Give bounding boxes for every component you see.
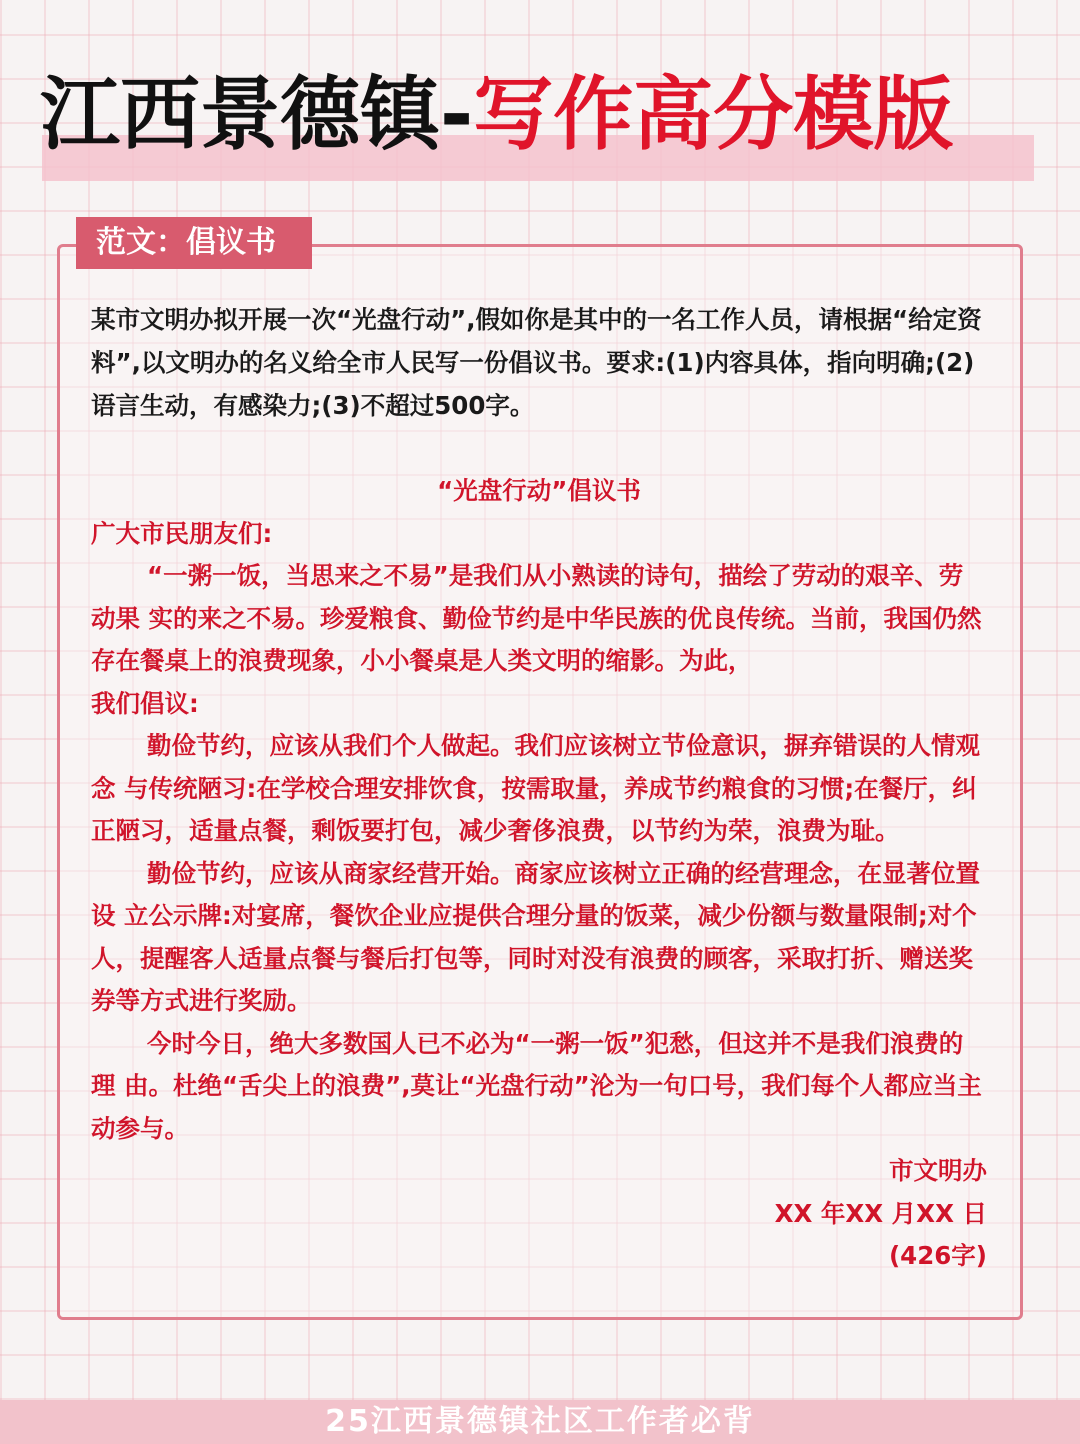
essay-paragraph: 勤俭节约，应该从商家经营开始。商家应该树立正确的经营理念，在显著位置设 立公示牌:对宴席，餐饮企业应提供合理分量的饭菜，减少份额与数量限制;对个人，提醒客人适量点餐与餐后打包等，同时对没有浪费的顾客，采取打折、赠送奖券等方式进行奖励。 xyxy=(91,858,980,1015)
essay-paragraph: 勤俭节约，应该从我们个人做起。我们应该树立节俭意识，摒弃错误的人情观念 与传统陋习:在学校合理安排饮食，按需取量，养成节约粮食的习惯;在餐厅，纠正陋习，适量点餐，剩饭要打包，减少奢侈浪费，以节约为荣，浪费为耻。 xyxy=(91,731,980,845)
page-title-black: 江西景德镇- xyxy=(40,68,474,161)
essay-paragraph: “一粥一饭，当思来之不易”是我们从小熟读的诗句，描绘了劳动的艰辛、劳动果 实的来之不易。珍爱粮食、勤俭节约是中华民族的优良传统。当前，我国仍然存在餐桌上的浪费现象，小小餐桌是人类文明的缩影。为此， xyxy=(91,561,982,675)
page-title xyxy=(40,60,1040,170)
essay-signature: 市文明办 xyxy=(889,1156,987,1185)
section-tag: 范文：倡议书 xyxy=(76,217,312,269)
essay-salutation: 广大市民朋友们: xyxy=(91,518,273,548)
page-title-red: 写作高分模版 xyxy=(473,68,954,161)
essay-date: XX 年XX 月XX 日 xyxy=(774,1198,987,1228)
essay-title: “光盘行动”倡议书 xyxy=(437,476,641,505)
model-essay xyxy=(91,470,987,1278)
essay-paragraph: 今时今日，绝大多数国人已不必为“一粥一饭”犯愁，但这并不是我们浪费的理 由。杜绝“舌尖上的浪费”,莫让“光盘行动”沦为一句口号，我们每个人都应当主动参与。 xyxy=(91,1028,982,1143)
essay-word-count: (426字) xyxy=(888,1241,987,1270)
writing-prompt: 某市文明办拟开展一次“光盘行动”,假如你是其中的一名工作人员，请根据“给定资料”,以文明办的名义给全市人民写一份倡议书。要求:(1)内容具体，指向明确;(2)语言生动，有感染力;(3)不超过500字。 xyxy=(91,305,982,420)
footer-banner: 25江西景德镇社区工作者必背 xyxy=(0,1400,1080,1444)
essay-paragraph: 我们倡议: xyxy=(91,688,199,718)
